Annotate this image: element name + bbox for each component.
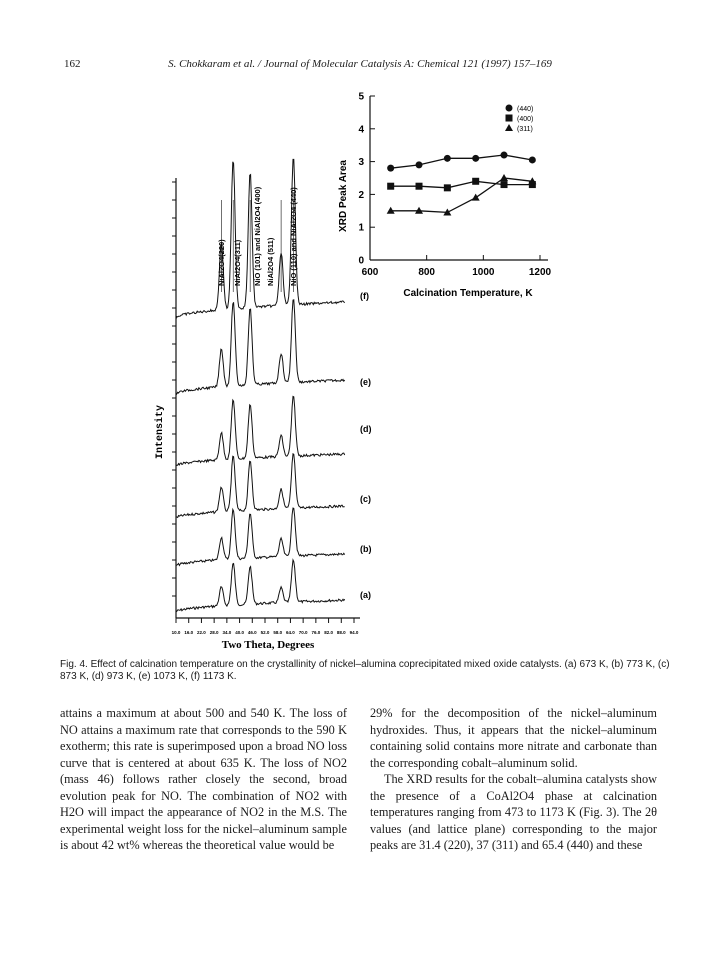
body-column-left <box>60 705 347 854</box>
x-tick-label: 10.0 <box>171 630 181 635</box>
paragraph: attains a maximum at about 500 and 540 K. The loss of NO attains a maximum rate that corresponds to the 590 K exotherm; this rate is superimposed upon a broad NO loss curve that is centered at about 635 K. The loss of NO2 (mass 46) follows rather closely the second, broad evolution peak for NO. The combination of NO2 with H2O will impact the appearance of NO2 in the M.S. The experimental weight loss for the nickel–aluminum sample is about 42 wt% whereas the theoretical value would be <box>60 706 347 852</box>
data-point <box>444 184 451 191</box>
inset-legend <box>505 105 533 134</box>
legend-square-marker <box>506 115 513 122</box>
curve-label-f: (f) <box>360 291 369 301</box>
inset-series-line <box>391 155 533 168</box>
x-tick-label: 76.0 <box>311 630 321 635</box>
peak-label-511: NiAl2O4 (511) <box>266 237 275 286</box>
legend-circle-marker <box>506 105 513 112</box>
x-tick-label: 22.0 <box>197 630 206 635</box>
data-point <box>529 156 536 163</box>
data-point <box>501 152 508 159</box>
curve-label-c: (c) <box>360 494 371 504</box>
figure-caption: Fig. 4. Effect of calcination temperature on the crystallinity of nickel–alumina coprecipitated mixed oxide catalysts. (a) 673 K, (b) 773 K, (c) 873 K, (d) 973 K, (e) 1073 K, (f) 1173 K. <box>60 659 670 682</box>
curve-label-a: (a) <box>360 590 371 600</box>
x-tick-label: 34.0 <box>222 630 232 635</box>
inset-y-tick-label: 5 <box>358 91 364 103</box>
data-point <box>472 178 479 185</box>
curve-label-e: (e) <box>360 377 371 387</box>
curve-label-b: (b) <box>360 544 372 554</box>
x-tick-label: 58.0 <box>273 630 283 635</box>
data-point <box>472 155 479 162</box>
legend-triangle-marker <box>505 124 513 131</box>
x-tick-label: 16.0 <box>184 630 194 635</box>
data-point <box>387 165 394 172</box>
data-point <box>472 194 480 201</box>
body-column-right <box>370 705 657 854</box>
curve-label-d: (d) <box>360 424 372 434</box>
page-number: 162 <box>64 58 81 70</box>
inset-series <box>387 152 537 216</box>
xrd-curve <box>176 508 345 565</box>
peak-label-400: NiO (101) and NiAl2O4 (400) <box>253 186 262 286</box>
legend-label-311: (311) <box>517 126 533 133</box>
inset-x-tick-label: 1000 <box>472 267 495 278</box>
main-x-label: Two Theta, Degrees <box>221 639 315 651</box>
inset-y-tick-label: 0 <box>358 255 364 267</box>
data-point <box>416 161 423 168</box>
x-tick-label: 28.0 <box>209 630 219 635</box>
legend-label-440: (440) <box>517 106 534 113</box>
x-tick-label: 70.0 <box>298 630 308 635</box>
inset-y-tick-label: 3 <box>358 157 364 169</box>
xrd-curve <box>176 454 345 518</box>
xrd-curve <box>176 300 345 395</box>
inset-y-tick-label: 4 <box>358 124 364 136</box>
data-point <box>444 155 451 162</box>
data-point <box>501 181 508 188</box>
data-point <box>387 183 394 190</box>
x-tick-label: 88.0 <box>336 630 346 635</box>
inset-series-line <box>391 181 533 188</box>
xrd-curve <box>176 396 345 466</box>
main-x-ticks <box>172 618 359 635</box>
peak-label-440: NiO (110) and NiAl2O4 (440) <box>289 187 298 286</box>
xrd-curve <box>176 560 345 612</box>
x-tick-label: 46.0 <box>247 630 257 635</box>
inset-x-tick-label: 600 <box>361 267 379 278</box>
main-y-label: Intensity <box>155 404 166 460</box>
peak-label-311: NiAl2O4(311) <box>233 239 242 286</box>
data-point <box>416 183 423 190</box>
inset-x-label: Calcination Temperature, K <box>403 288 533 299</box>
data-point <box>500 174 508 181</box>
inset-x-tick-label: 800 <box>418 267 436 278</box>
paragraph: The XRD results for the cobalt–alumina catalysts show the presence of a CoAl2O4 phase at calcination temperatures ranging from 473 to 1173 K (Fig. 3). The 2θ values (and lattice plane) corresponding to the major peaks are 31.4 (220), 37 (311) and 65.4 (440) and these <box>370 772 657 852</box>
inset-y-tick-label: 1 <box>358 222 364 234</box>
inset-series-line <box>391 178 533 212</box>
x-tick-label: 64.0 <box>286 630 295 635</box>
inset-y-tick-label: 2 <box>358 189 364 201</box>
x-tick-label: 94.0 <box>349 630 359 635</box>
x-tick-label: 40.0 <box>235 630 244 635</box>
inset-x-tick-label: 1200 <box>528 267 552 278</box>
paragraph: 29% for the decomposition of the nickel–aluminum hydroxides. Thus, it appears that the nickel–aluminum containing solid contains more nitrate and carbonate than the corresponding cobalt–aluminum solid. <box>370 706 657 770</box>
inset-y-label: XRD Peak Area <box>338 160 349 232</box>
peak-label-220: NiAl2O4(220) <box>217 239 226 286</box>
x-tick-label: 52.0 <box>260 630 270 635</box>
legend-label-400: (400) <box>517 116 534 123</box>
journal-citation: S. Chokkaram et al. / Journal of Molecular Catalysis A: Chemical 121 (1997) 157–169 <box>168 58 552 70</box>
x-tick-label: 82.0 <box>324 630 333 635</box>
